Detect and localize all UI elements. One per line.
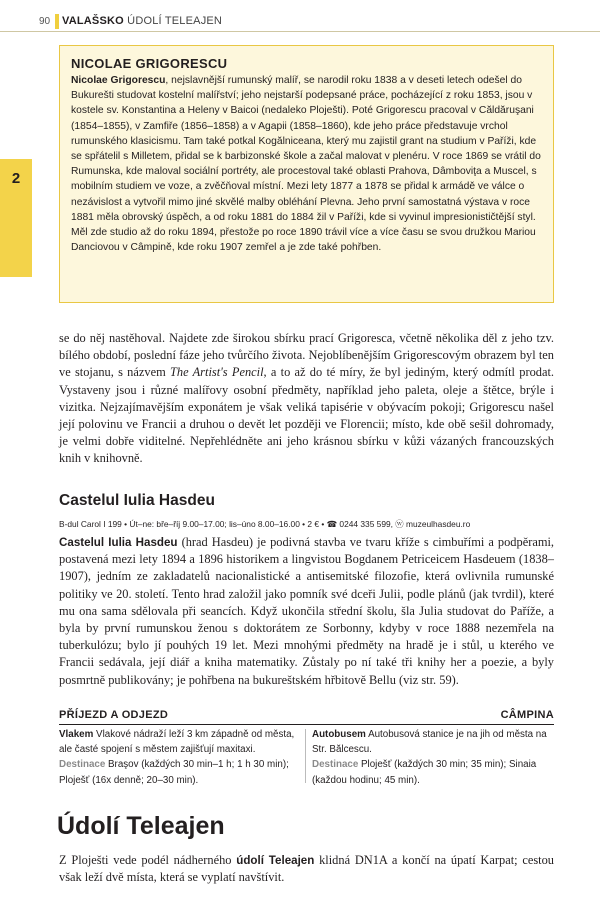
page-number: 90: [39, 16, 51, 27]
box-lead-name: Nicolae Grigorescu: [71, 75, 166, 86]
section-info-line: B-dul Carol I 199 • Út–ne: bře–říj 9.00–17.00; lis–úno 8.00–16.00 • 2 € • ☎ 0244 335 599, ⓦ muzeulhasdeu.ro: [59, 519, 471, 529]
header-accent-bar: [55, 14, 59, 29]
column-divider: [305, 729, 306, 783]
bus-text: Autobusová stanice je na jih od města na Str. Bălcescu.: [312, 729, 547, 756]
header-title: [62, 15, 222, 27]
header-rule: [0, 31, 600, 32]
section-title: Castelul Iulia Hasdeu: [59, 492, 215, 509]
chapter-text-cont: klidná DN1A a končí na úpatí Karpat; cestou však leží dvě místa, která se vyplatí navštívit.: [59, 853, 554, 885]
section-lead-name: Castelul Iulia Hasdeu: [59, 536, 178, 549]
chapter-tab-number: 2: [11, 170, 21, 187]
biography-box: [59, 45, 554, 303]
box-text: [71, 73, 543, 255]
box-title: NICOLAE GRIGORESCU: [71, 56, 228, 71]
bus-lead: Autobusem: [312, 729, 366, 740]
para1-text: se do něj nastěhoval. Najdete zde širokou sbírku prací Grigoresca, včetně několika děl z jeho tzv. bílého období, poslední fáze jeho tvůrčího života. Nejoblíbenějším Grigorescovým obrazem byl ten ve stojanu, s názvem: [59, 331, 554, 380]
section-paragraph: [59, 534, 554, 689]
transport-heading: [59, 709, 554, 725]
train-dest-text: Braşov (každých 30 min–1 h; 1 h 30 min); Ploješť (16x denně; 20–30 min).: [59, 759, 289, 786]
transport-bus: [312, 727, 554, 788]
train-dest-label: Destinace: [59, 759, 106, 771]
train-text: Vlakové nádraží leží 3 km západně od města, ale časté spojení s městem zajišťují maxitaxi.: [59, 729, 295, 756]
header-region: VALAŠSKO: [62, 15, 124, 27]
chapter-intro-paragraph: [59, 852, 554, 886]
transport-train: [59, 727, 297, 788]
chapter-heading: Údolí Teleajen: [57, 812, 225, 840]
header-subregion: ÚDOLÍ TELEAJEN: [127, 15, 223, 27]
section-body: (hrad Hasdeu) je podivná stavba ve tvaru kříže s cimbuřími a podpěrami, postavená mezi lety 1894 a 1896 historikem a lingvistou Bogdanem Petriceicem Hasdeuem (1838–1907), jedním ze zakladatelů nacionalistické a antisemitské filozofie, která ovlivnila rumunské politiky ve 20. století. Tento hrad založil jako pomník své dceři Julii, podle plánů (jak tvrdil), které mu ona sama sdělovala při seancích. Když ukončila střední školu, šla Julia studovat do Paříže, a byla by první rumunskou ženou s doktorátem ze Sorbonny, kdyby v roce 1888 nezemřela na tuberkulózu; bylo jí pouhých 19 let. Mezi mnohými předměty na hradě je i stůl, u kterého ve Francii sedávala, její diář a kniha matematiky. Zůstaly po ní také tři knihy her a poezie, a byly posmrtně publikovány; je pohřbena na bukureštském hřbitově Bellu (viz str. 59).: [59, 535, 554, 687]
transport-heading-place: CÂMPINA: [500, 709, 554, 721]
para1-text-cont: , a to až do té míry, že byl jediným, který odmítl prodat. Vystaveny jsou i různé malířovy osobní předměty, například jeho paleta, oleje a štětce, brýle i vizitka. Nejzajímavějším exponátem je však veliká tapisérie v obývacím pokoji; Grigorescu našel její polovinu ve Francii a druhou o devět let později ve Florencii; místo, kde obě sešil dohromady, je velmi dobře viditelné. Nepřehlédněte ani jeho krásnou sbírku v kůži vázaných francouzských knih v knihovně.: [59, 365, 555, 466]
bus-dest-text: Ploješť (každých 30 min; 35 min); Sinaia (každou hodinu; 45 min).: [312, 759, 537, 786]
bus-dest-label: Destinace: [312, 759, 359, 771]
chapter-text: Z Ploješti vede podél nádherného: [59, 853, 237, 867]
train-lead: Vlakem: [59, 729, 94, 740]
running-header: [0, 14, 600, 32]
painting-title: The Artist's Pencil: [169, 365, 264, 380]
box-body: , nejslavnější rumunský malíř, se narodil roku 1838 a v deseti letech odešel do Bukurešti studovat kostelní malířství; jeho nejstarší podepsané práce, pocházející z roku 1853, jsou v kostele sv. Konstantina a Heleny v Baicoi (nedaleko Ploješti). Poté Grigorescu pracoval v Căldăruşani (1854–1855), v Zamfiře (1856–1858) a v Agapii (1858–1860), kde jeho práce představuje vrchol rumunského klasicismu. Tam také potkal Kogălniceana, který mu zajistil grant na studium v Paříži, kde se spřátelil s Milletem, přidal se k barbizonské škole a začal malovat v plenéru. V roce 1869 se vrátil do Rumunska, kde maloval sociální portréty, ale procestoval také oblasti Prahova, Dâmboviţa a Muscel, s mobilním studiem ve voze, a zvěčňoval místní. Mezi lety 1877 a 1878 se přidal k armádě ve válce o nezávislost a vytvořil mimo jiné skvělé malby obléhání Plevna. Jeho první samostatná výstava v roce 1881 měla obrovský úspěch, a od roku 1881 do 1884 žil v Paříži, kde si vyvinul impresionističtější styl. Měl zde studio až do roku 1894, přestože po roce 1890 trávil více a více času se svou družkou Mariou Danciovou v Câmpině, kde roku 1907 zemřel a je zde také pohřben.: [71, 75, 541, 254]
transport-heading-title: PŘÍJEZD A ODJEZD: [59, 709, 169, 721]
chapter-bold-place: údolí Teleajen: [236, 854, 315, 867]
museum-paragraph: [59, 330, 554, 468]
